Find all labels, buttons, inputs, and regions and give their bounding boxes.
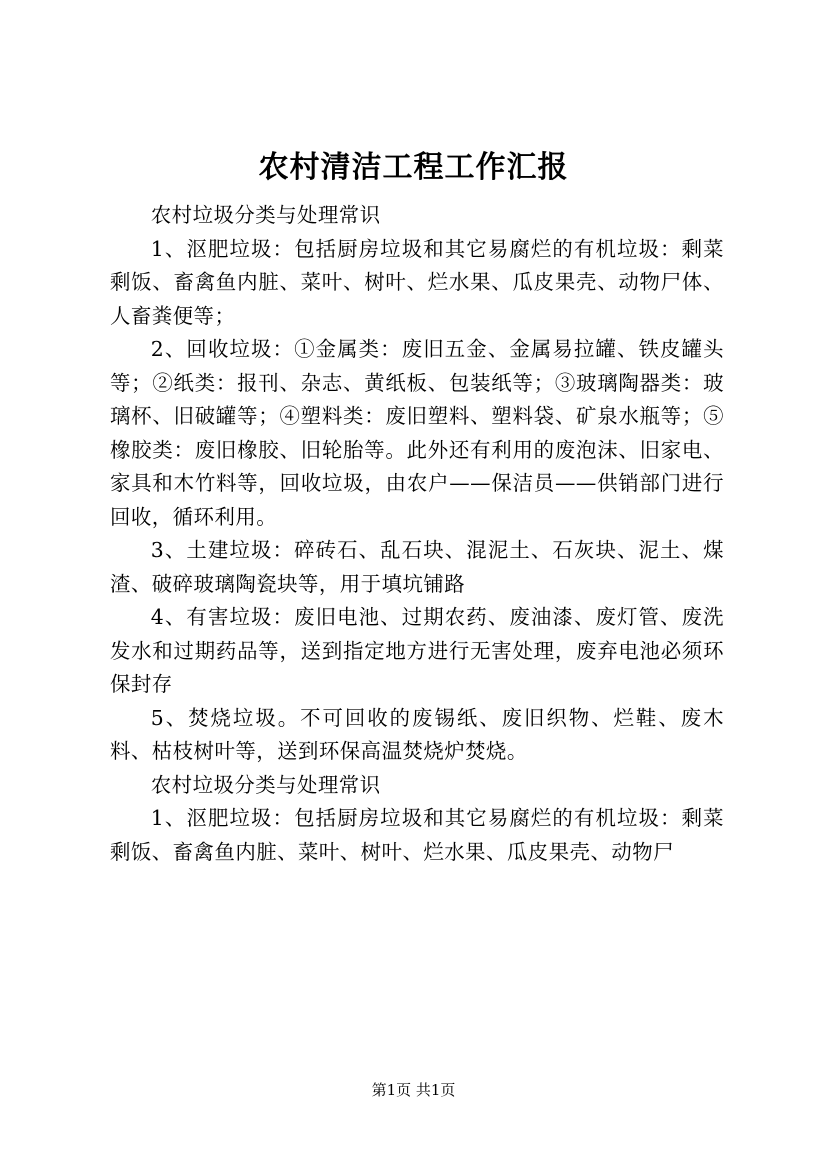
page-number-footer: 第1页 共1页: [371, 1081, 456, 1099]
paragraph-compost-waste: 1、沤肥垃圾：包括厨房垃圾和其它易腐烂的有机垃圾：剩菜剩饭、畜禽鱼内脏、菜叶、树叶、烂水果、瓜皮果壳、动物尸体、人畜粪便等；: [110, 236, 724, 328]
paragraph-incineration-waste: 5、焚烧垃圾。不可回收的废锡纸、废旧织物、烂鞋、废木料、枯枝树叶等，送到环保高温焚烧炉焚烧。: [110, 705, 724, 763]
paragraph-compost-waste-repeat: 1、沤肥垃圾：包括厨房垃圾和其它易腐烂的有机垃圾：剩菜剩饭、畜禽鱼内脏、菜叶、树叶、烂水果、瓜皮果壳、动物尸: [110, 806, 724, 864]
paragraph-construction-waste: 3、土建垃圾：碎砖石、乱石块、混泥土、石灰块、泥土、煤渣、破碎玻璃陶瓷块等，用于填坑铺路: [110, 538, 724, 596]
document-title: 农村清洁工程工作汇报: [258, 150, 569, 185]
paragraph-recyclable-waste: 2、回收垃圾：①金属类：废旧五金、金属易拉罐、铁皮罐头等；②纸类：报刊、杂志、黄纸板、包装纸等；③玻璃陶器类：玻璃杯、旧破罐等；④塑料类：废旧塑料、塑料袋、矿泉水瓶等；⑤橡胶类：废旧橡胶、旧轮胎等。此外还有利用的废泡沫、旧家电、家具和木竹料等，回收垃圾，由农户——保洁员——供销部门进行回收，循环利用。: [110, 337, 724, 529]
paragraph-hazardous-waste: 4、有害垃圾：废旧电池、过期农药、废油漆、废灯管、废洗发水和过期药品等，送到指定地方进行无害处理，废弃电池必须环保封存: [110, 605, 724, 696]
section-heading-repeat: 农村垃圾分类与处理常识: [150, 772, 381, 797]
section-heading: 农村垃圾分类与处理常识: [150, 203, 381, 227]
document-body: [110, 199, 724, 869]
